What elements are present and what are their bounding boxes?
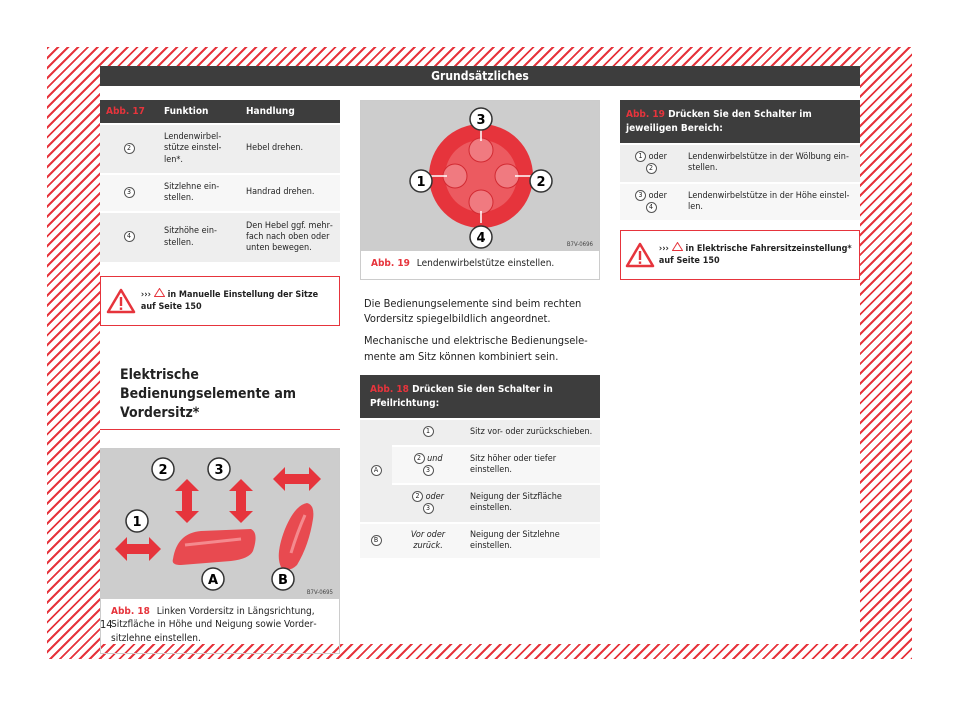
funktion-cell: Sitzlehne einstellen. xyxy=(158,174,240,212)
warning-link-text[interactable]: in Elektrische Fahrersitzeinstellung* auf Seite 150 xyxy=(658,244,852,266)
callout-number: 1 xyxy=(635,151,646,162)
action-cell: Neigung der Sitzfläche einstellen. xyxy=(464,484,600,523)
action-cell: Sitz vor- oder zurückschieben. xyxy=(464,419,600,445)
table-header-text: Drücken Sie den Schalter im jeweiligen Bereich: xyxy=(626,109,812,134)
figure-caption-text: Linken Vordersitz in Längsrichtung, Sitzfläche in Höhe und Neigung sowie Vordersitzlehne einstellen. xyxy=(111,605,317,644)
switch-table-abb19 xyxy=(620,100,860,220)
figure-label: Abb. 19 xyxy=(371,258,410,269)
handlung-cell: Hebel drehen. xyxy=(240,124,340,174)
small-warning-icon xyxy=(672,242,683,251)
action-cell: Lendenwirbelstütze in der Wölbung einstellen. xyxy=(682,144,860,183)
warning-box xyxy=(620,230,860,280)
callout-number: 3 xyxy=(635,190,646,201)
action-cell: Sitz höher oder tiefer einstellen. xyxy=(464,446,600,485)
header-abb17: Abb. 17 xyxy=(100,100,158,124)
table-row xyxy=(100,124,340,174)
table-header-label: Abb. 19 xyxy=(626,109,665,120)
switch-table-abb18 xyxy=(360,375,600,558)
table-row xyxy=(360,484,600,523)
page-number: 14 xyxy=(100,618,113,631)
callout-number: 3 xyxy=(423,503,434,514)
function-table-abb17 xyxy=(100,100,340,262)
fig19-mark-2: 2 xyxy=(536,175,546,190)
callout-number: 3 xyxy=(423,465,434,476)
page-header-title: Grundsätzliches xyxy=(431,69,529,83)
handlung-cell: Den Hebel ggf. mehrfach nach oben oder unten bewegen. xyxy=(240,212,340,262)
figure-caption xyxy=(361,251,599,279)
direction-cell: Vor oder zurück. xyxy=(410,529,446,551)
fig18-mark-1: 1 xyxy=(132,514,142,530)
figure-code: B7V-0696 xyxy=(566,241,593,248)
funktion-cell: Sitzhöhe einstellen. xyxy=(158,212,240,262)
link-arrows: ››› xyxy=(658,244,669,255)
fig18-mark-a: A xyxy=(207,572,219,588)
table-row xyxy=(360,419,600,445)
section-divider xyxy=(100,429,340,430)
action-cell: Neigung der Sitzlehne einstellen. xyxy=(464,523,600,559)
group-label-b: B xyxy=(371,535,382,546)
paragraph: Mechanische und elektrische Bedienungselemente am Sitz können kombiniert sein. xyxy=(364,334,588,364)
funktion-cell: Lendenwirbelstütze einstellen*. xyxy=(158,124,240,174)
page-header xyxy=(100,66,860,86)
conjunction: und xyxy=(427,453,443,464)
warning-triangle-icon xyxy=(101,288,141,314)
lumbar-switch-image xyxy=(361,101,599,251)
figure-caption-text: Lendenwirbelstütze einstellen. xyxy=(416,258,555,269)
header-handlung: Handlung xyxy=(240,100,340,124)
figure-abb18 xyxy=(100,448,340,655)
small-warning-icon xyxy=(154,288,165,297)
handlung-cell: Handrad drehen. xyxy=(240,174,340,212)
table-header-row xyxy=(620,100,860,144)
fig18-mark-2: 2 xyxy=(158,462,168,478)
callout-number: 2 xyxy=(412,491,423,502)
column-middle xyxy=(360,100,600,558)
table-row xyxy=(100,212,340,262)
figure-caption xyxy=(101,599,339,654)
conjunction: oder xyxy=(425,492,444,502)
fig19-mark-1: 1 xyxy=(416,175,426,190)
figure-label: Abb. 18 xyxy=(111,605,150,617)
action-cell: Lendenwirbelstütze in der Höhe einstellen. xyxy=(682,183,860,221)
fig18-mark-b: B xyxy=(278,572,288,588)
table-header-row xyxy=(100,100,340,124)
column-left xyxy=(100,100,340,654)
callout-number: 3 xyxy=(124,187,135,198)
seat-switch-image xyxy=(101,449,339,599)
figure-abb19 xyxy=(360,100,600,280)
group-label-a: A xyxy=(371,465,382,476)
callout-number: 2 xyxy=(124,143,135,154)
callout-number: 2 xyxy=(414,453,425,464)
paragraph: Die Bedienungselemente sind beim rechten Vordersitz spiegelbildlich angeordnet. xyxy=(364,296,582,326)
fig19-mark-3: 3 xyxy=(476,113,486,128)
callout-number: 4 xyxy=(646,202,657,213)
header-funktion: Funktion xyxy=(158,100,240,124)
section-title: Elektrische Bedienungselemente am Vordersitz* xyxy=(120,367,297,421)
table-row xyxy=(360,446,600,485)
fig18-mark-3: 3 xyxy=(214,462,224,478)
fig19-mark-4: 4 xyxy=(476,231,486,246)
table-row xyxy=(100,174,340,212)
link-arrows: ››› xyxy=(140,290,151,301)
table-row xyxy=(360,523,600,559)
table-header-row xyxy=(360,375,600,419)
warning-triangle-icon xyxy=(621,242,659,268)
table-header-text: Drücken Sie den Schalter in Pfeilrichtung: xyxy=(370,384,553,409)
callout-number: 1 xyxy=(423,426,434,437)
body-text xyxy=(360,296,600,366)
column-right xyxy=(620,100,860,280)
conjunction: oder xyxy=(648,152,667,162)
figure-code: B7V-0695 xyxy=(306,588,333,596)
warning-box xyxy=(100,276,340,326)
table-header-label: Abb. 18 xyxy=(370,384,409,396)
callout-number: 2 xyxy=(646,163,657,174)
conjunction: oder xyxy=(648,190,667,201)
warning-link-text[interactable]: in Manuelle Einstellung der Sitze auf Seite 150 xyxy=(140,290,319,312)
callout-number: 4 xyxy=(124,231,135,242)
table-row xyxy=(620,183,860,221)
table-row xyxy=(620,144,860,183)
